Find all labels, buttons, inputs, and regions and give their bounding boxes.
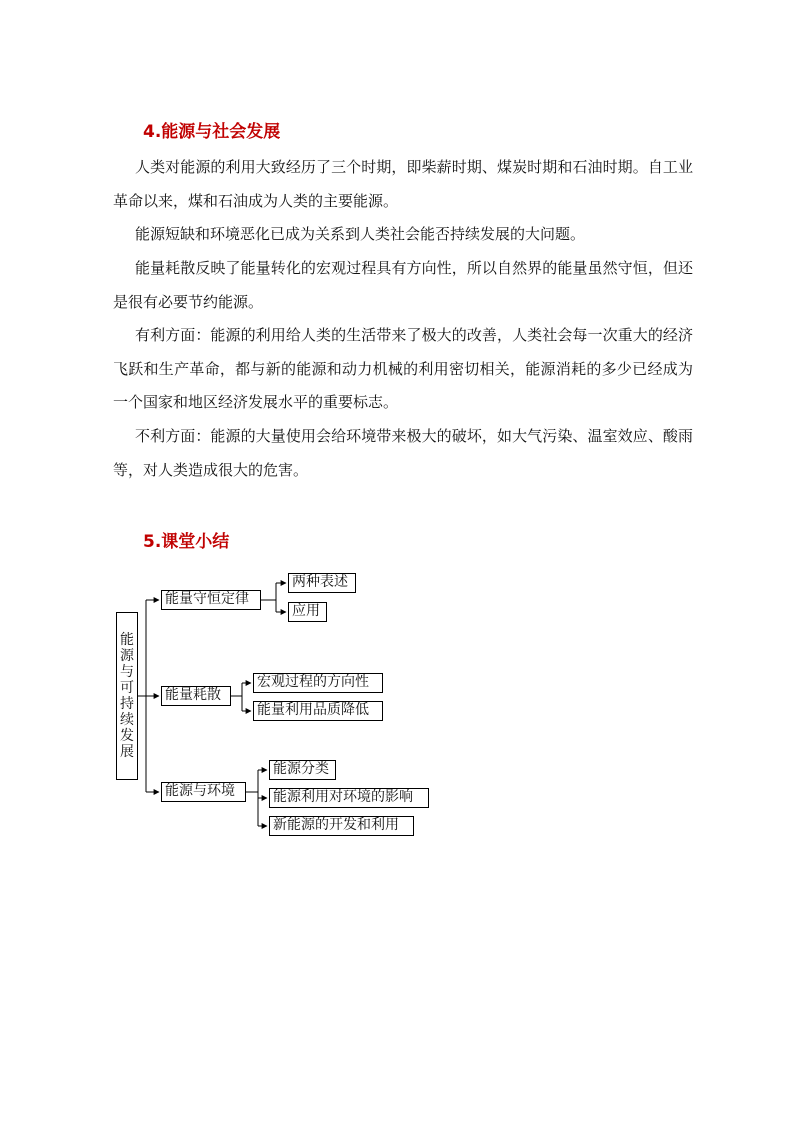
section-4-title: 4.能源与社会发展 (143, 122, 281, 142)
branch-energy-dissipation: 能量耗散 (161, 686, 231, 706)
root-char: 持 (120, 696, 134, 712)
paragraph-energy-periods: 人类对能源的利用大致经历了三个时期，即柴薪时期、煤炭时期和石油时期。自工业革命以来，煤和石油成为人类的主要能源。 (113, 158, 693, 210)
leaf-energy-classification: 能源分类 (269, 760, 336, 780)
paragraph-energy-shortage: 能源短缺和环境恶化已成为关系到人类社会能否持续发展的大问题。 (135, 225, 586, 243)
root-char: 续 (120, 712, 134, 728)
leaf-macro-direction: 宏观过程的方向性 (253, 673, 383, 693)
root-char: 源 (120, 648, 134, 664)
leaf-application: 应用 (288, 602, 327, 622)
root-char: 与 (120, 664, 134, 680)
paragraph-energy-dissipation: 能量耗散反映了能量转化的宏观过程具有方向性，所以自然界的能量虽然守恒，但还是很有必要节约能源。 (113, 259, 693, 311)
branch-energy-environment: 能源与环境 (161, 782, 246, 802)
root-char: 发 (120, 728, 134, 744)
leaf-quality-reduction: 能量利用品质降低 (253, 701, 383, 721)
branch-conservation-law: 能量守恒定律 (161, 590, 261, 610)
root-char: 能 (120, 632, 134, 648)
leaf-environment-impact: 能源利用对环境的影响 (269, 788, 429, 808)
root-char: 可 (120, 680, 134, 696)
summary-root-box (116, 612, 138, 780)
paragraph-advantages: 有利方面：能源的利用给人类的生活带来了极大的改善，人类社会每一次重大的经济飞跃和生产革命，都与新的能源和动力机械的利用密切相关，能源消耗的多少已经成为一个国家和地区经济发展水平的重要标志。 (113, 326, 693, 411)
leaf-two-statements: 两种表述 (288, 573, 356, 593)
leaf-new-energy: 新能源的开发和利用 (269, 816, 414, 836)
root-char: 展 (120, 744, 134, 760)
paragraph-disadvantages: 不利方面：能源的大量使用会给环境带来极大的破坏，如大气污染、温室效应、酸雨等，对人类造成很大的危害。 (113, 427, 693, 479)
section-5-title: 5.课堂小结 (143, 532, 230, 552)
